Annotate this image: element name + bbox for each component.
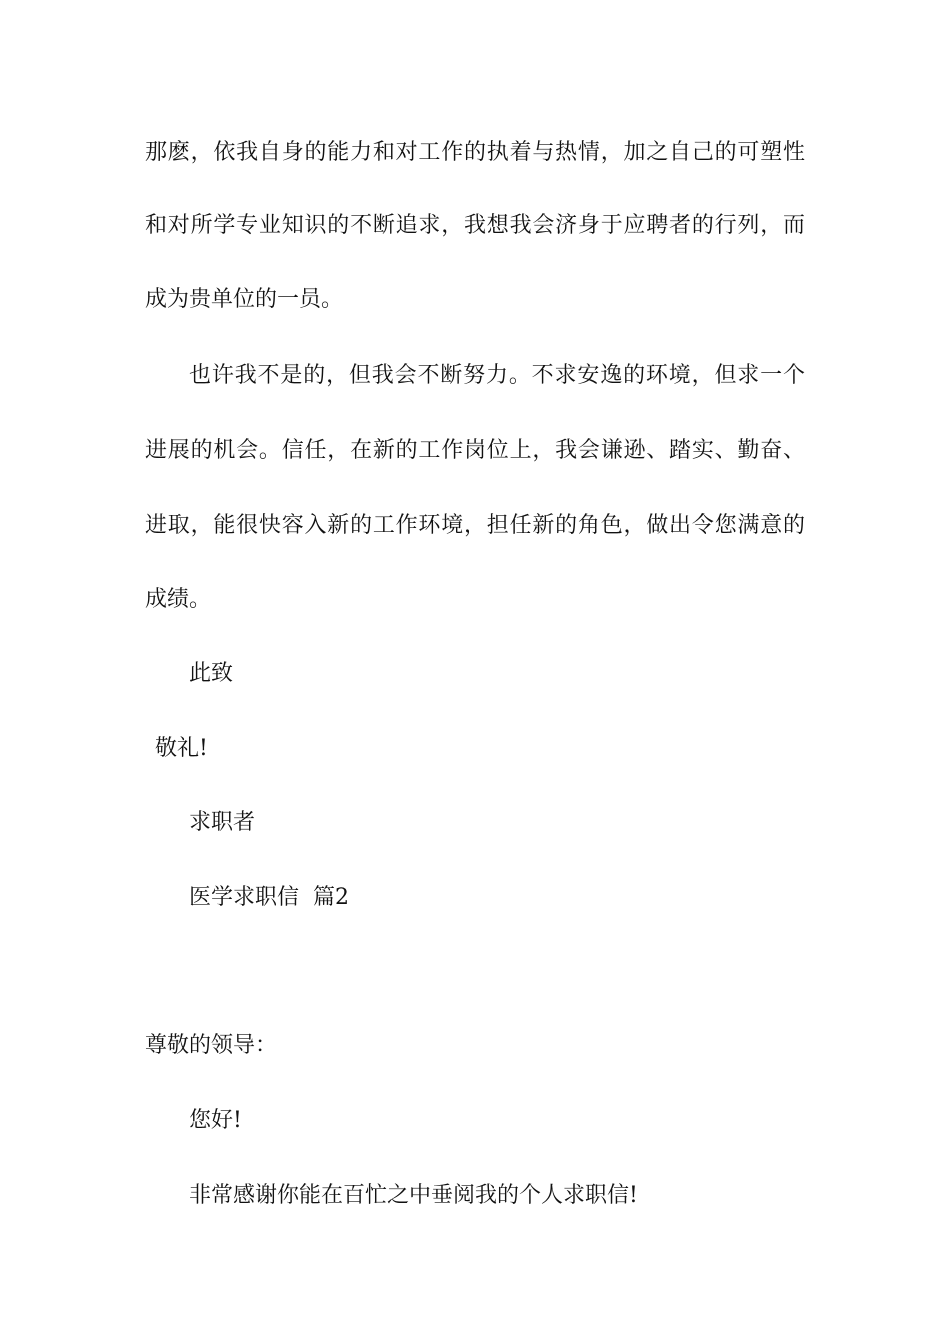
paragraph-line: 那麽，依我自身的能力和对工作的执着与热情，加之自己的可塑性 bbox=[145, 140, 805, 165]
paragraph-line: 和对所学专业知识的不断追求，我想我会济身于应聘者的行列，而 bbox=[145, 213, 805, 238]
salutation-text: 敬礼! bbox=[155, 736, 208, 761]
hello-text: 您好! bbox=[189, 1108, 242, 1133]
paragraph-line: 成为贵单位的一员。 bbox=[145, 287, 344, 312]
paragraph-line: 成绩。 bbox=[145, 587, 212, 612]
closing-text: 此致 bbox=[189, 661, 234, 686]
paragraph-line: 进展的机会。信任，在新的工作岗位上，我会谦逊、踏实、勤奋、 bbox=[145, 438, 805, 463]
section-heading: 医学求职信 篇2 bbox=[189, 885, 349, 910]
paragraph-line: 进取，能很快容入新的工作环境，担任新的角色，做出令您满意的 bbox=[145, 513, 805, 538]
greeting-text: 尊敬的领导： bbox=[145, 1033, 278, 1058]
signature-text: 求职者 bbox=[189, 810, 256, 835]
paragraph-line: 也许我不是的，但我会不断努力。不求安逸的环境，但求一个 bbox=[189, 363, 805, 388]
thanks-text: 非常感谢你能在百忙之中垂阅我的个人求职信! bbox=[189, 1183, 638, 1208]
